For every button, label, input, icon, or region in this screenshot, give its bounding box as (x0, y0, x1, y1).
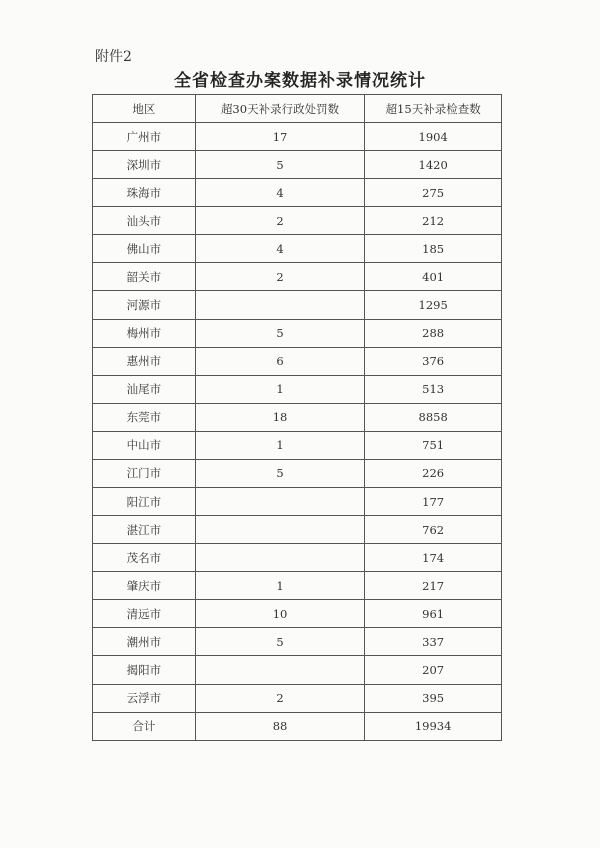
table-row (93, 403, 502, 431)
cell-penalty-count: 6 (195, 347, 365, 375)
cell-inspection-count: 275 (365, 179, 502, 207)
cell-region: 佛山市 (93, 235, 196, 263)
table-row (93, 263, 502, 291)
header-region: 地区 (93, 95, 196, 123)
table-row (93, 375, 502, 403)
table-row (93, 291, 502, 319)
cell-inspection-count: 1420 (365, 151, 502, 179)
table-row (93, 207, 502, 235)
cell-inspection-count: 8858 (365, 403, 502, 431)
table-row (93, 151, 502, 179)
header-inspection-count: 超15天补录检查数 (365, 95, 502, 123)
cell-inspection-count: 1295 (365, 291, 502, 319)
cell-inspection-count: 1904 (365, 123, 502, 151)
total-row (93, 712, 502, 740)
table-header-row (93, 95, 502, 123)
table-row (93, 544, 502, 572)
cell-penalty-count: 1 (195, 431, 365, 459)
cell-inspection-count: 337 (365, 628, 502, 656)
cell-region: 揭阳市 (93, 656, 196, 684)
cell-penalty-count: 2 (195, 263, 365, 291)
cell-inspection-count: 174 (365, 544, 502, 572)
cell-penalty-count: 10 (195, 600, 365, 628)
table-row (93, 319, 502, 347)
cell-inspection-count: 376 (365, 347, 502, 375)
cell-region: 惠州市 (93, 347, 196, 375)
attachment-label: 附件2 (95, 49, 132, 65)
document-title: 全省检查办案数据补录情况统计 (174, 71, 426, 91)
cell-region: 东莞市 (93, 403, 196, 431)
table-row (93, 684, 502, 712)
cell-region: 茂名市 (93, 544, 196, 572)
table-row (93, 628, 502, 656)
cell-penalty-count: 4 (195, 179, 365, 207)
cell-inspection-count: 395 (365, 684, 502, 712)
total-cell-inspection-count: 19934 (365, 712, 502, 740)
table-row (93, 123, 502, 151)
cell-region: 肇庆市 (93, 572, 196, 600)
table-row (93, 179, 502, 207)
cell-region: 广州市 (93, 123, 196, 151)
cell-penalty-count: 5 (195, 459, 365, 487)
cell-region: 阳江市 (93, 488, 196, 516)
cell-inspection-count: 207 (365, 656, 502, 684)
cell-region: 云浮市 (93, 684, 196, 712)
cell-inspection-count: 751 (365, 431, 502, 459)
total-cell-region: 合计 (93, 712, 196, 740)
cell-penalty-count: 18 (195, 403, 365, 431)
cell-penalty-count (195, 488, 365, 516)
cell-inspection-count: 961 (365, 600, 502, 628)
table-row (93, 488, 502, 516)
cell-penalty-count: 17 (195, 123, 365, 151)
cell-inspection-count: 217 (365, 572, 502, 600)
cell-penalty-count (195, 544, 365, 572)
table-row (93, 347, 502, 375)
cell-region: 珠海市 (93, 179, 196, 207)
cell-penalty-count: 2 (195, 684, 365, 712)
cell-penalty-count: 4 (195, 235, 365, 263)
table-row (93, 431, 502, 459)
cell-region: 潮州市 (93, 628, 196, 656)
cell-inspection-count: 401 (365, 263, 502, 291)
table-row (93, 600, 502, 628)
cell-inspection-count: 212 (365, 207, 502, 235)
cell-region: 深圳市 (93, 151, 196, 179)
cell-penalty-count: 2 (195, 207, 365, 235)
cell-region: 江门市 (93, 459, 196, 487)
cell-penalty-count: 1 (195, 375, 365, 403)
cell-inspection-count: 177 (365, 488, 502, 516)
cell-penalty-count: 5 (195, 628, 365, 656)
table-row (93, 572, 502, 600)
cell-inspection-count: 762 (365, 516, 502, 544)
cell-penalty-count: 1 (195, 572, 365, 600)
cell-region: 河源市 (93, 291, 196, 319)
cell-region: 湛江市 (93, 516, 196, 544)
cell-penalty-count (195, 291, 365, 319)
cell-region: 汕尾市 (93, 375, 196, 403)
cell-region: 梅州市 (93, 319, 196, 347)
cell-region: 清远市 (93, 600, 196, 628)
table-row (93, 516, 502, 544)
table-row (93, 656, 502, 684)
statistics-table (92, 94, 502, 741)
cell-region: 汕头市 (93, 207, 196, 235)
cell-region: 中山市 (93, 431, 196, 459)
cell-inspection-count: 513 (365, 375, 502, 403)
cell-inspection-count: 288 (365, 319, 502, 347)
cell-inspection-count: 185 (365, 235, 502, 263)
cell-penalty-count: 5 (195, 319, 365, 347)
cell-penalty-count (195, 656, 365, 684)
total-cell-penalty-count: 88 (195, 712, 365, 740)
cell-penalty-count (195, 516, 365, 544)
cell-penalty-count: 5 (195, 151, 365, 179)
header-penalty-count: 超30天补录行政处罚数 (195, 95, 365, 123)
table-row (93, 235, 502, 263)
cell-inspection-count: 226 (365, 459, 502, 487)
table-row (93, 459, 502, 487)
cell-region: 韶关市 (93, 263, 196, 291)
